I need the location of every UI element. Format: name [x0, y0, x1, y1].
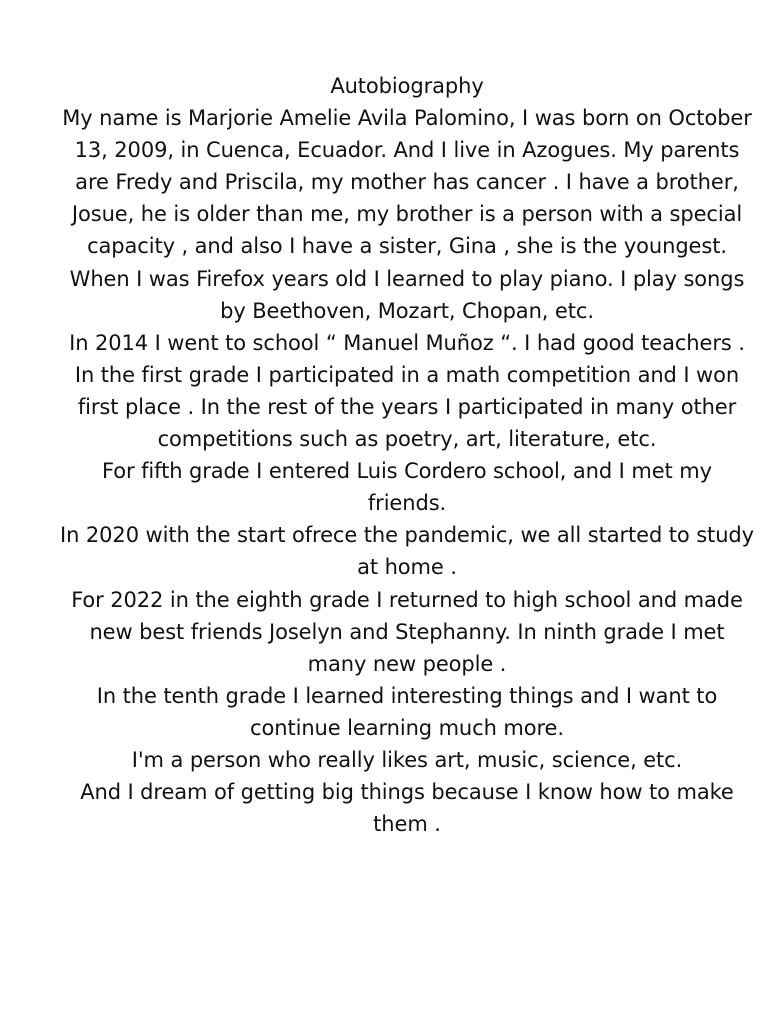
paragraph-interests: I'm a person who really likes art, music, science, etc.: [131, 747, 683, 772]
paragraph-pandemic: In 2020 with the start ofrece the pandemic, we all started to study at home .: [60, 523, 754, 580]
paragraph-eighth-grade: For 2022 in the eighth grade I returned to high school and made new best friends Joselyn and Stephanny. In ninth grade I met many new people .: [71, 587, 743, 676]
paragraph-tenth-grade: In the tenth grade I learned interesting things and I want to continue learning much more.: [96, 683, 718, 740]
paragraph-piano: When I was Firefox years old I learned to play piano. I play songs by Beethoven, Mozart, Chopan, etc.: [69, 266, 745, 323]
paragraph-dreams: And I dream of getting big things because I know how to make them .: [80, 780, 734, 837]
paragraph-first-grade: In the first grade I participated in a math competition and I won first place . In the rest of the years I participated in many other competitions such as poetry, art, literature, etc.: [74, 362, 740, 452]
document-title: Autobiography: [330, 74, 484, 98]
paragraph-fifth-grade: For fifth grade I entered Luis Cordero school, and I met my friends.: [102, 459, 712, 516]
paragraph-school-2014: In 2014 I went to school “ Manuel Muñoz “. I had good teachers .: [69, 330, 745, 355]
paragraph-introduction: My name is Marjorie Amelie Avila Palomino, I was born on October 13, 2009, in Cuenca, Ecuador. And I live in Azogues. My parents are Fredy and Priscila, my mother has cancer . I have a brother, Josue, he is older than me, my brother is a person with a special capacity , and also I have a sister, Gina , she is the youngest.: [62, 106, 752, 259]
document-body: [60, 70, 754, 840]
